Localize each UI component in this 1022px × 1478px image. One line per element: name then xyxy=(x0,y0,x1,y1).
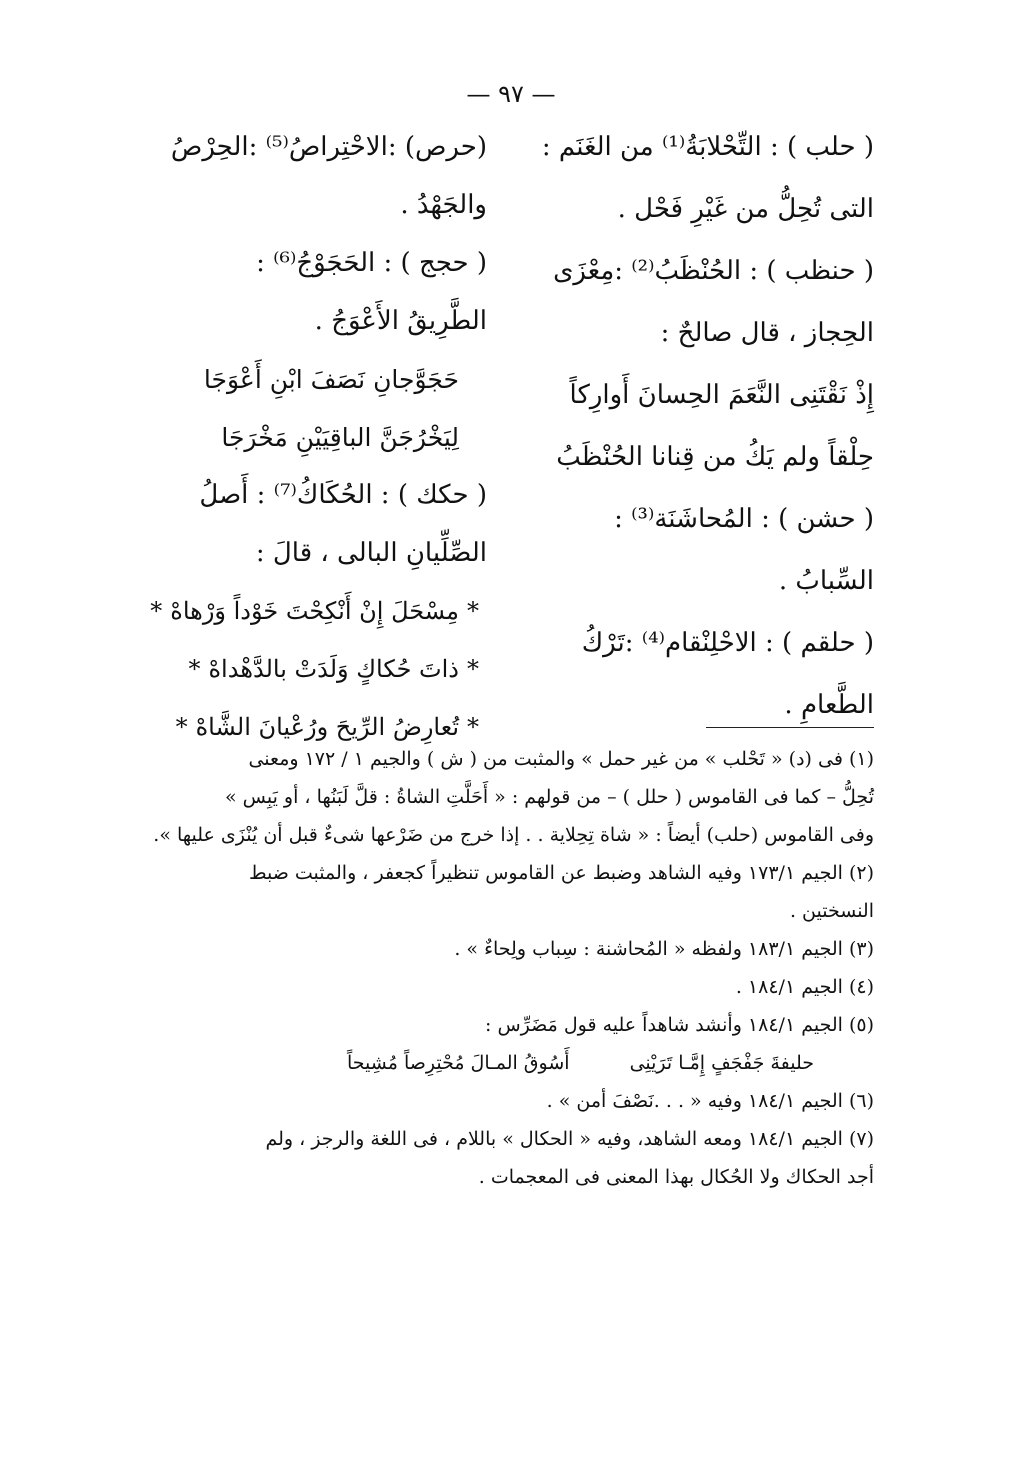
footnote-7-line: (٧) الجيم ١٨٤/١ ومعه الشاهد، وفيه « الحكال » باللام ، فى اللغة والرجز ، ولم xyxy=(265,1128,874,1150)
entry-hkk-definition: الصِّلِّيانِ البالى ، قالَ : xyxy=(255,538,487,568)
footnote-1-line: (١) فى (د) « تَحْلب » من غير حمل » والمثبت من ( ش ) والجيم ١ / ١٧٢ ومعنى xyxy=(248,748,874,770)
footnote-2-line: النسختين . xyxy=(789,900,874,922)
footnote-divider xyxy=(706,727,874,728)
entry-hjj-definition: الطَّرِيقُ الأَعْوَجُ . xyxy=(314,306,487,336)
entry-hrs-definition: والجَهْدُ . xyxy=(400,190,487,220)
left-column xyxy=(127,130,487,768)
rajaz-text: مِسْحَلَ إِنْ أَنْكِحْتَ خَوْداً وَرْهاهْ xyxy=(170,597,459,625)
page-number: — ٩٧ — xyxy=(466,80,556,108)
entry-hlqm-definition: الطَّعامِ . xyxy=(784,690,874,720)
verse-star: * xyxy=(188,655,201,683)
entry-hkk-headword: ( حكك ) : الحُكَاكُ⁽⁷⁾ : أَصلُ xyxy=(199,480,487,510)
verse-line: لِيَخْرُجَنَّ الباقِيَيْنِ مَخْرَجَا xyxy=(221,423,459,452)
entry-hjj-headword: ( حجج ) : الحَجَوْجُ⁽⁶⁾ : xyxy=(256,248,487,278)
entry-hnzb-headword: ( حنظب ) : الحُنْظَبُ⁽²⁾ :مِعْزَى xyxy=(553,256,874,286)
entry-hnzb-definition: الحِجاز ، قال صالحٌ : xyxy=(660,318,874,348)
verse-line: حِلْقاً ولم يَكُ من قِنانا الحُنْظَبُ xyxy=(556,442,874,472)
verse-star: * xyxy=(467,713,479,741)
footnote-4: (٤) الجيم ١٨٤/١ . xyxy=(735,976,874,998)
entry-hlqm-headword: ( حلقم ) : الاحْلِنْقام⁽⁴⁾ :تَرْكُ xyxy=(581,628,874,658)
verse-star: * xyxy=(467,655,479,683)
footnote-1-line: تُحِلُّ – كما فى القاموس ( حلل ) – من قولهم : « أَحَلَّتِ الشاةُ : قلَّ لَبَنُها ، أو يَبِس » xyxy=(224,786,874,808)
verse-line: إِذْ نَقْتَنِى النَّعَمَ الحِسانَ أَوارِكاً xyxy=(569,380,874,410)
verse-star: * xyxy=(175,713,188,741)
verse-hemistich: أَسُوقُ المـالَ مُحْتِرِصاً مُشِيحاً xyxy=(346,1052,570,1074)
verse-star: * xyxy=(467,597,479,625)
footnote-7-line: أجد الحكاك ولا الحُكال بهذا المعنى فى المعجمات . xyxy=(478,1166,874,1188)
entry-hlb-headword: ( حلب ) : التِّحْلابَةُ⁽¹⁾ من الغَنَم : xyxy=(541,132,874,162)
right-column xyxy=(534,130,874,723)
footnote-6: (٦) الجيم ١٨٤/١ وفيه « . . .نَصْفَ أمن » . xyxy=(546,1090,874,1112)
footnotes xyxy=(144,740,874,1196)
footnote-5: (٥) الجيم ١٨٤/١ وأنشد شاهداً عليه قول مَضَرِّس : xyxy=(485,1014,874,1036)
rajaz-text: ذاتَ حُكاكٍ وَلَدَتْ بالدَّهْداهْ xyxy=(208,655,459,683)
footnote-1-line: وفى القاموس (حلب) أيضاً : « شاة تِحِلاية . . إذا خرج من ضَرْعها شىءٌ قبل أن يُنْزَى عليها ». xyxy=(153,824,874,846)
entry-hrs-headword: (حرص) :الاحْتِراصُ⁽⁵⁾ :الحِرْصُ xyxy=(170,132,487,162)
verse-line: حَجَوَّجانِ نَصَفَ ابْنِ أَعْوَجَا xyxy=(203,365,459,394)
footnote-2-line: (٢) الجيم ١٧٣/١ وفيه الشاهد وضبط عن القاموس تنظيراً كجعفر ، والمثبت ضبط xyxy=(248,862,874,884)
entry-hshn-definition: السِّبابُ . xyxy=(778,566,874,596)
entry-hshn-headword: ( حشن ) : المُحاشَنَة⁽³⁾ : xyxy=(614,504,874,534)
rajaz-line xyxy=(127,652,487,687)
verse-hemistich: حليفةَ جَفْجَفٍ إِمَّـا تَرَيْنِى xyxy=(629,1052,814,1074)
rajaz-text: تُعارِضُ الرِّيحَ ورُعْيانَ الشَّاهْ xyxy=(195,713,459,741)
footnote-5-verse xyxy=(144,1044,874,1082)
rajaz-line xyxy=(127,594,487,629)
footnote-3: (٣) الجيم ١٨٣/١ ولفظه « المُحاشنة : سِباب ولِحاءٌ » . xyxy=(454,938,874,960)
entry-hlb-definition: التى تُحِلُّ من غَيْرِ فَحْل . xyxy=(617,194,874,224)
verse-star: * xyxy=(150,597,163,625)
